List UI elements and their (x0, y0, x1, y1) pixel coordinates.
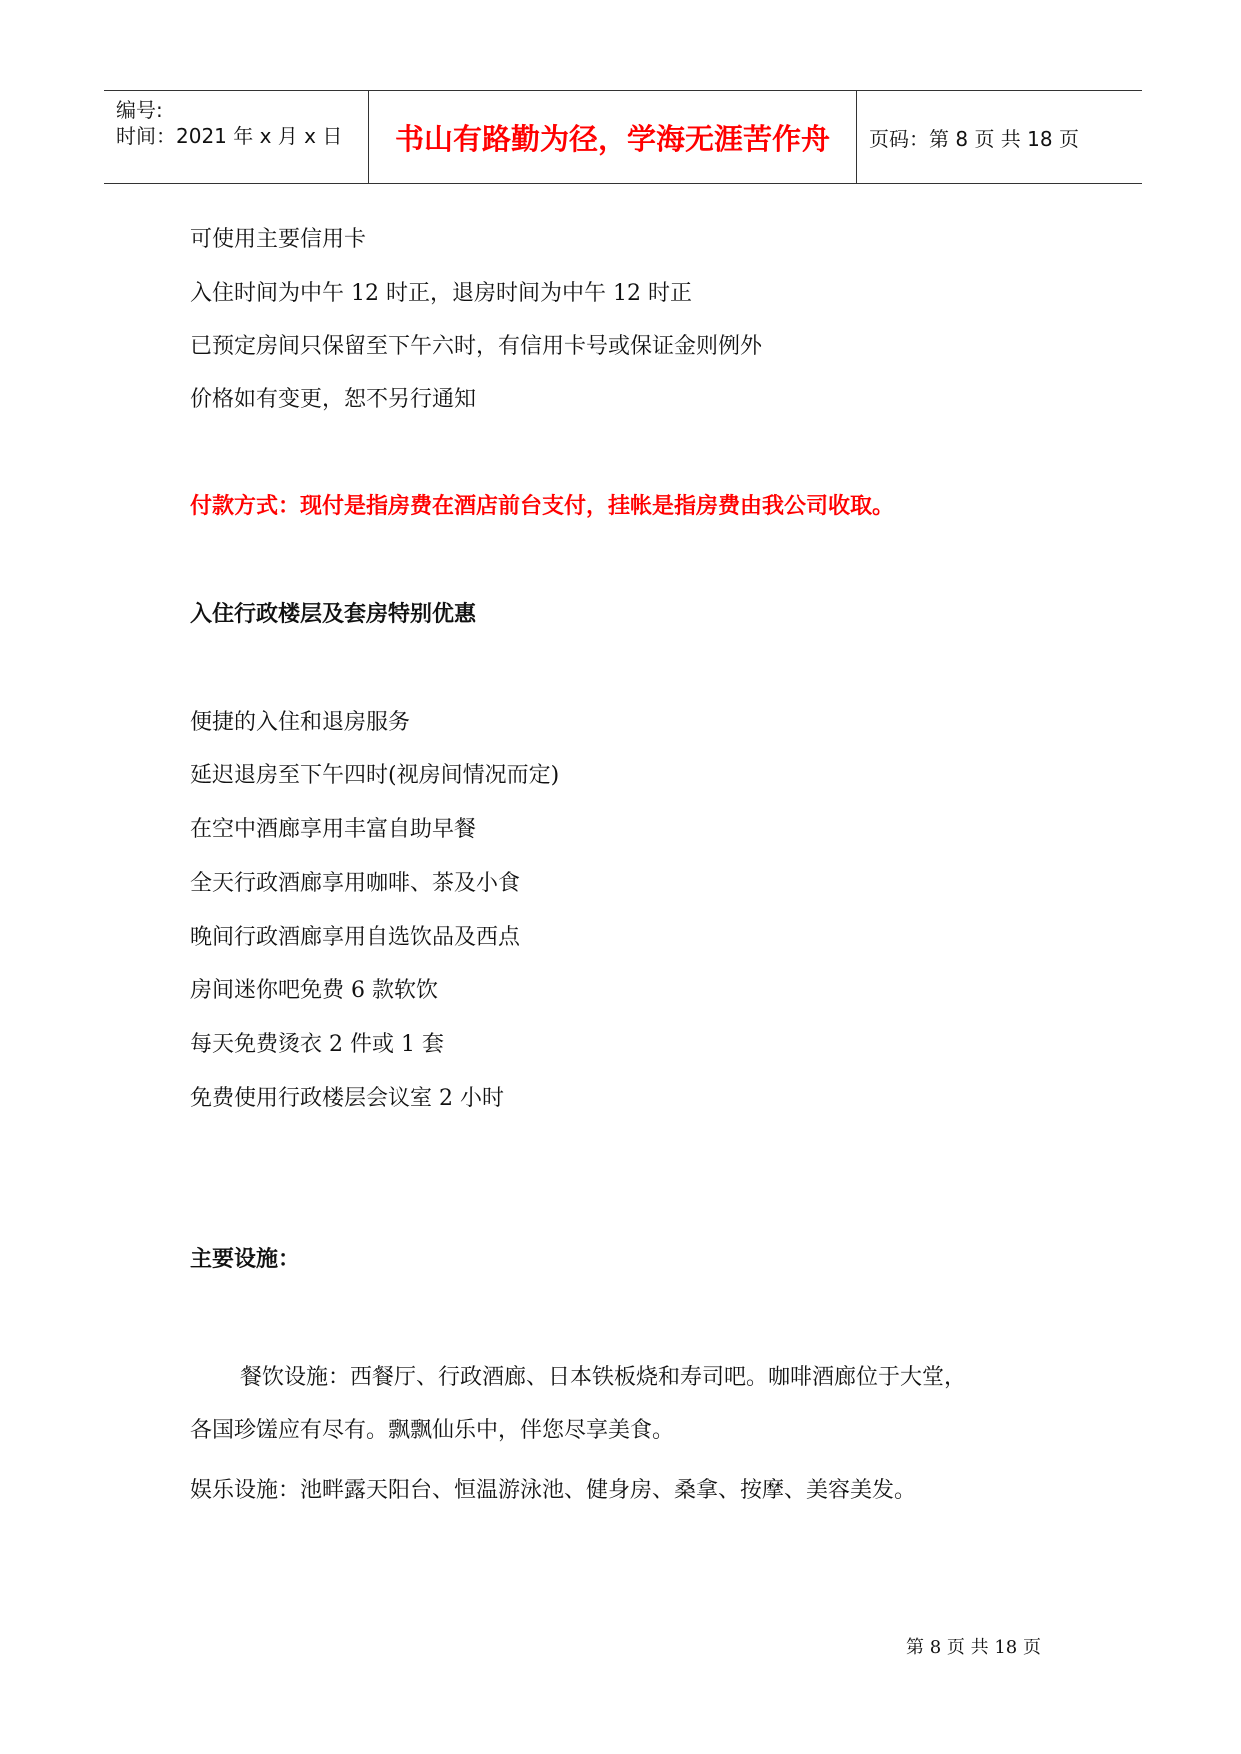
payment-note: 付款方式：现付是指房费在酒店前台支付，挂帐是指房费由我公司收取。 (190, 494, 895, 519)
document-time-label: 时间：2021 年 x 月 x 日 (116, 124, 343, 148)
policy-line-4: 价格如有变更，恕不另行通知 (190, 387, 477, 412)
executive-item-4: 全天行政酒廊享用咖啡、茶及小食 (190, 871, 521, 896)
policy-line-3: 已预定房间只保留至下午六时，有信用卡号或保证金则例外 (190, 334, 763, 359)
executive-item-2: 延迟退房至下午四时(视房间情况而定) (190, 763, 560, 788)
executive-item-6: 房间迷你吧免费 6 款软饮 (190, 978, 438, 1003)
dining-text-line-1: 餐饮设施：西餐厅、行政酒廊、日本铁板烧和寿司吧。咖啡酒廊位于大堂， (240, 1365, 967, 1390)
executive-item-3: 在空中酒廊享用丰富自助早餐 (190, 817, 477, 842)
header-page-number: 页码：第 8 页 共 18 页 (869, 126, 1079, 151)
dining-text-line-2: 各国珍馐应有尽有。飘飘仙乐中，伴您尽享美食。 (190, 1418, 675, 1443)
facilities-heading: 主要设施： (190, 1247, 301, 1272)
policy-line-1: 可使用主要信用卡 (190, 227, 367, 252)
executive-item-8: 免费使用行政楼层会议室 2 小时 (190, 1086, 504, 1111)
executive-heading: 入住行政楼层及套房特别优惠 (190, 602, 477, 627)
executive-item-7: 每天免费烫衣 2 件或 1 套 (190, 1032, 444, 1057)
header-meta (104, 91, 369, 183)
page-header (104, 90, 1142, 184)
document-number-label: 编号: (116, 98, 163, 122)
policy-line-2: 入住时间为中午 12 时正，退房时间为中午 12 时正 (190, 281, 692, 306)
header-motto: 书山有路勤为径，学海无涯苦作舟 (369, 91, 857, 183)
entertainment-text: 娱乐设施：池畔露天阳台、恒温游泳池、健身房、桑拿、按摩、美容美发。 (190, 1478, 917, 1503)
page-footer: 第 8 页 共 18 页 (906, 1637, 1041, 1658)
executive-item-5: 晚间行政酒廊享用自选饮品及西点 (190, 925, 521, 950)
executive-item-1: 便捷的入住和退房服务 (190, 710, 411, 735)
